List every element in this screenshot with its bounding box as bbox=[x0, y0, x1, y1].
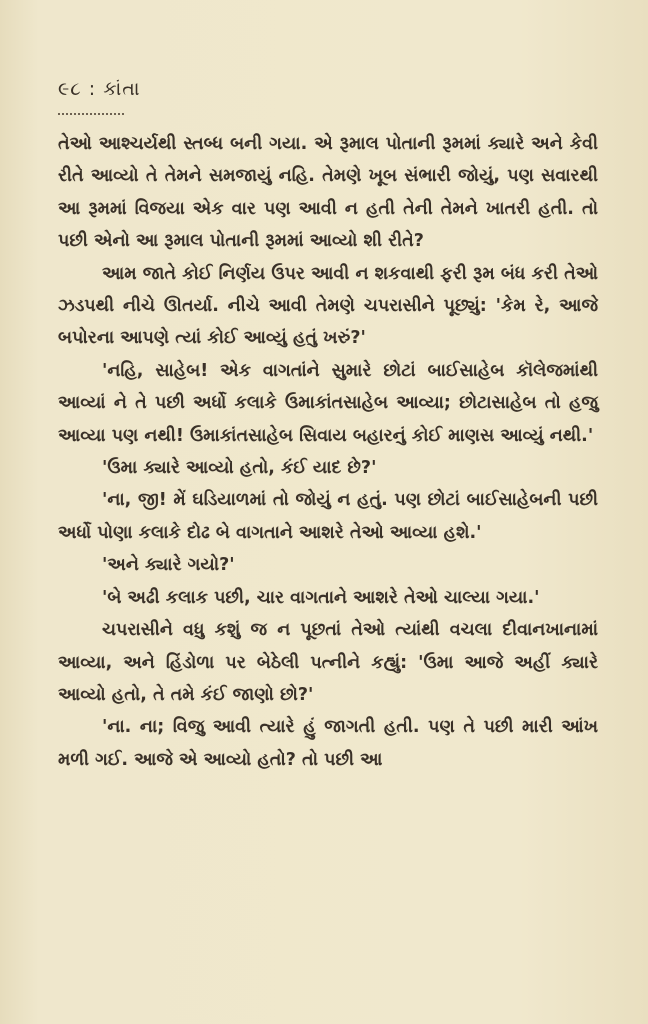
paragraph: 'ના. ના; વિજુ આવી ત્યારે હું જાગતી હતી. પણ તે પછી મારી આંખ મળી ગઈ. આજે એ આવ્યો હતો? તો પછી આ bbox=[58, 717, 598, 770]
paragraph: આમ જાતે કોઈ નિર્ણય ઉપર આવી ન શકવાથી ફરી રૂમ બંધ કરી તેઓ ઝડપથી નીચે ઊતર્યા. નીચે આવી તેમણે ચપરાસીને પૂછ્યું: 'કેમ રે, આજે બપોરના આપણે ત્યાં કોઈ આવ્યું હતું ખરું?' bbox=[58, 263, 598, 349]
page-number: ૯૮ bbox=[58, 78, 82, 100]
book-title: કાંતા bbox=[103, 78, 141, 100]
paragraph: 'નહિ, સાહેબ! એક વાગતાંને સુમારે છોટાં બાઈસાહેબ કૉલેજમાંથી આવ્યાં ને તે પછી અર્ધો કલાકે ઉમાકાંતસાહેબ આવ્યા; છોટાસાહેબ તો હજુ આવ્યા પણ નથી! ઉમાકાંતસાહેબ સિવાય બહારનું કોઈ માણસ આવ્યું નથી.' bbox=[58, 360, 598, 446]
paragraph: 'અને ક્યારે ગયો?' bbox=[102, 555, 235, 576]
paragraph: ચપરાસીને વધુ કશું જ ન પૂછતાં તેઓ ત્યાંથી વચલા દીવાનખાનામાં આવ્યા, અને હિંડોળા પર બેઠેલી પત્નીને કહ્યું: 'ઉમા આજે અહીં ક્યારે આવ્યો હતો, તે તમે કંઈ જાણો છો?' bbox=[58, 620, 598, 705]
paragraph: 'ના, જી! મેં ઘડિયાળમાં તો જોયું ન હતું. પણ છોટાં બાઈસાહેબની પછી અર્ધો પોણા કલાકે દોઢ બે વાગતાને આશરે તેઓ આવ્યા હશે.' bbox=[58, 490, 598, 543]
running-header bbox=[58, 78, 141, 100]
header-separator: : bbox=[88, 78, 97, 100]
header-underline bbox=[58, 109, 124, 115]
body-text bbox=[58, 128, 598, 776]
paragraph: તેઓ આશ્ચર્યથી સ્તબ્ધ બની ગયા. એ રૂમાલ પોતાની રૂમમાં ક્યારે અને કેવી રીતે આવ્યો તે તેમને સમજાયું નહિ. તેમણે ખૂબ સંભારી જોયું, પણ સવારથી આ રૂમમાં વિજયા એક વાર પણ આવી ન હતી તેની તેમને ખાતરી હતી. તો પછી એનો આ રૂમાલ પોતાની રૂમમાં આવ્યો શી રીતે? bbox=[58, 134, 598, 252]
paragraph: 'બે અઢી કલાક પછી, ચાર વાગતાને આશરે તેઓ ચાલ્યા ગયા.' bbox=[102, 587, 540, 608]
paragraph: 'ઉમા ક્યારે આવ્યો હતો, કંઈ યાદ છે?' bbox=[102, 458, 377, 479]
